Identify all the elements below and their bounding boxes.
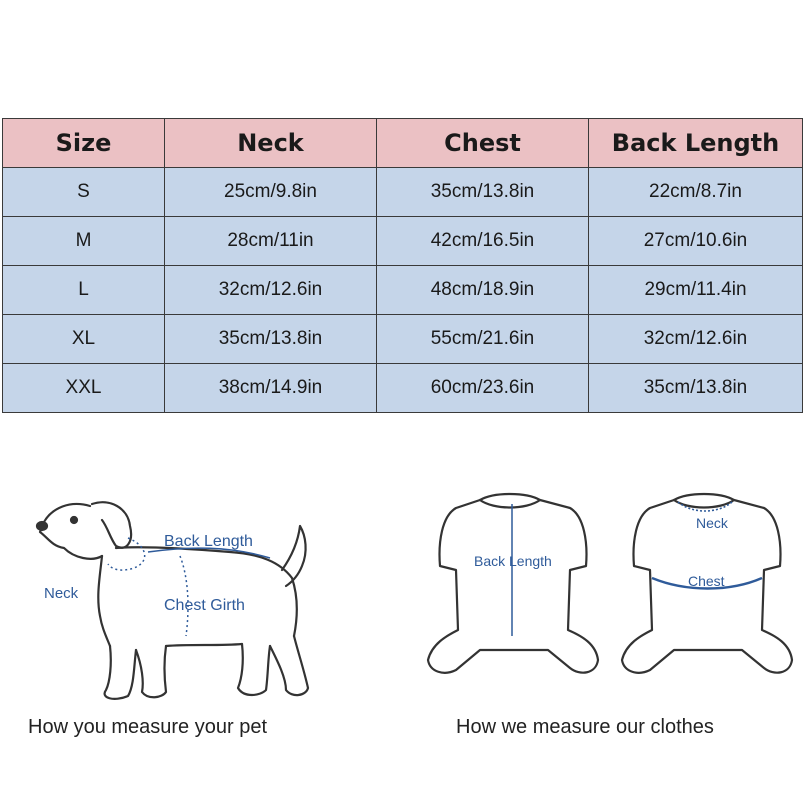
- dog-head-outline: [40, 504, 102, 559]
- cell-chest: 48cm/18.9in: [377, 266, 589, 315]
- size-chart-table: [2, 118, 803, 413]
- cell-chest: 60cm/23.6in: [377, 364, 589, 413]
- table-row: [3, 315, 803, 364]
- chest-girth-dotted-loop: [180, 556, 188, 636]
- cell-size: M: [3, 217, 165, 266]
- dog-tail-outline: [282, 526, 306, 586]
- dog-ear-outline: [92, 502, 131, 548]
- garment-label-neck: Neck: [696, 515, 728, 531]
- clothes-caption: How we measure our clothes: [456, 716, 714, 738]
- garment-label-back-length: Back Length: [474, 553, 552, 569]
- cell-neck: 28cm/11in: [165, 217, 377, 266]
- garment-outline: [428, 494, 598, 673]
- cell-chest: 55cm/21.6in: [377, 315, 589, 364]
- cell-size: L: [3, 266, 165, 315]
- cell-chest: 35cm/13.8in: [377, 168, 589, 217]
- cell-back-length: 35cm/13.8in: [589, 364, 803, 413]
- table-row: [3, 364, 803, 413]
- pet-caption: How you measure your pet: [28, 716, 268, 738]
- garment-label-chest: Chest: [688, 573, 725, 589]
- cell-back-length: 29cm/11.4in: [589, 266, 803, 315]
- cell-size: XL: [3, 315, 165, 364]
- dog-chest-outline: [98, 556, 110, 646]
- table-header-row: [3, 119, 803, 168]
- header-size: Size: [3, 119, 165, 168]
- cell-back-length: 32cm/12.6in: [589, 315, 803, 364]
- table-row: [3, 266, 803, 315]
- garment-back-length-illustration: [420, 486, 610, 681]
- cell-size: S: [3, 168, 165, 217]
- cell-size: XXL: [3, 364, 165, 413]
- header-back-length: Back Length: [589, 119, 803, 168]
- dog-label-back-length: Back Length: [164, 533, 253, 550]
- table-row: [3, 168, 803, 217]
- garment-neck-chest-illustration: [616, 486, 804, 681]
- table-row: [3, 217, 803, 266]
- dog-eye: [71, 517, 77, 523]
- cell-neck: 38cm/14.9in: [165, 364, 377, 413]
- cell-back-length: 22cm/8.7in: [589, 168, 803, 217]
- header-neck: Neck: [165, 119, 377, 168]
- cell-neck: 25cm/9.8in: [165, 168, 377, 217]
- dog-label-neck: Neck: [44, 585, 79, 602]
- dog-nose: [37, 522, 47, 530]
- cell-chest: 42cm/16.5in: [377, 217, 589, 266]
- cell-neck: 32cm/12.6in: [165, 266, 377, 315]
- cell-back-length: 27cm/10.6in: [589, 217, 803, 266]
- dog-measurement-illustration: [30, 486, 330, 711]
- dog-front-leg-outline: [105, 646, 136, 699]
- cell-neck: 35cm/13.8in: [165, 315, 377, 364]
- dog-hind-leg-outline: [238, 644, 270, 695]
- header-chest: Chest: [377, 119, 589, 168]
- dog-label-chest-girth: Chest Girth: [164, 597, 245, 614]
